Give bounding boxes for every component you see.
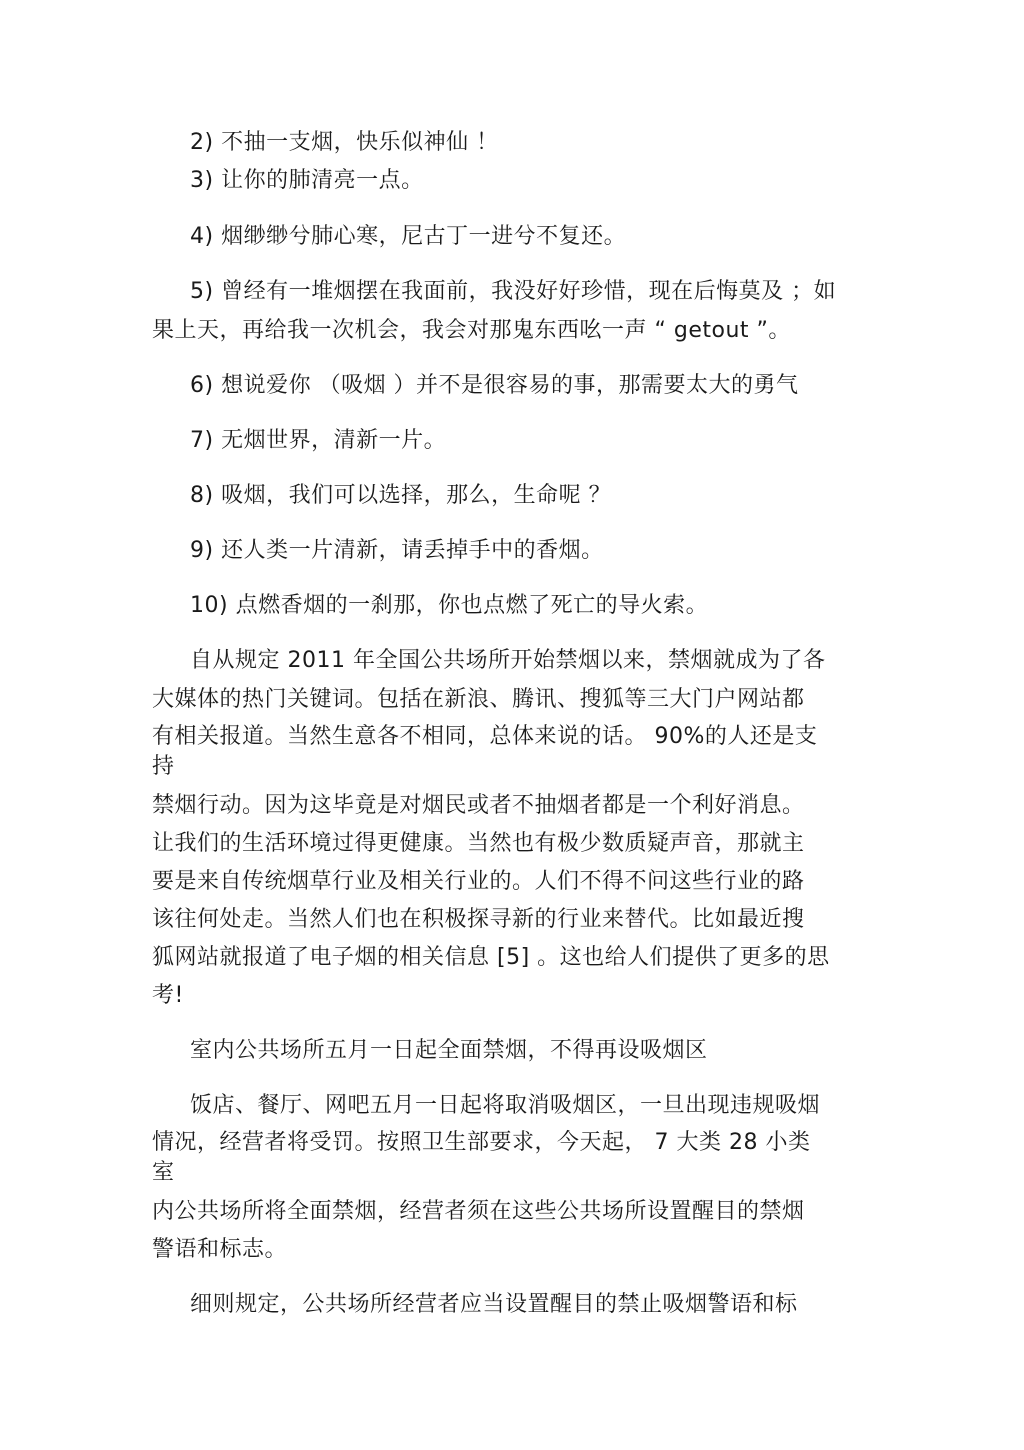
text-line: 持	[152, 754, 175, 779]
text-line: 内公共场所将全面禁烟，经营者须在这些公共场所设置醒目的禁烟	[152, 1199, 805, 1224]
text-line: 警语和标志。	[152, 1237, 288, 1262]
text-line: 自从规定 2011 年全国公共场所开始禁烟以来，禁烟就成为了各	[190, 648, 826, 673]
text-line: 考!	[152, 983, 184, 1008]
text-line: 要是来自传统烟草行业及相关行业的。人们不得不问这些行业的路	[152, 869, 805, 894]
text-line: 4) 烟缈缈兮肺心寒，尼古丁一进兮不复还。	[190, 224, 627, 249]
text-line: 10) 点燃香烟的一刹那，你也点燃了死亡的导火索。	[190, 593, 709, 618]
text-line: 细则规定，公共场所经营者应当设置醒目的禁止吸烟警语和标	[190, 1292, 798, 1317]
text-line: 该往何处走。当然人们也在积极探寻新的行业来替代。比如最近搜	[152, 907, 805, 932]
text-line: 果上天，再给我一次机会，我会对那鬼东西吆一声 “ getout ”。	[152, 318, 791, 343]
text-line: 让我们的生活环境过得更健康。当然也有极少数质疑声音，那就主	[152, 831, 805, 856]
text-line: 室	[152, 1160, 175, 1185]
text-line: 8) 吸烟，我们可以选择，那么，生命呢 ？	[190, 483, 612, 508]
text-line: 2) 不抽一支烟，快乐似神仙 ！	[190, 130, 499, 155]
text-line: 狐网站就报道了电子烟的相关信息 [5] 。这也给人们提供了更多的思	[152, 945, 830, 970]
text-line: 情况，经营者将受罚。按照卫生部要求，今天起， 7 大类 28 小类	[152, 1130, 811, 1155]
text-line: 5) 曾经有一堆烟摆在我面前，我没好好珍惜，现在后悔莫及 ；如	[190, 279, 837, 304]
text-line: 有相关报道。当然生意各不相同，总体来说的话。 90%的人还是支	[152, 724, 818, 749]
section-heading: 室内公共场所五月一日起全面禁烟，不得再设吸烟区	[190, 1038, 708, 1063]
text-line: 3) 让你的肺清亮一点。	[190, 168, 424, 193]
text-line: 7) 无烟世界，清新一片。	[190, 428, 447, 453]
text-line: 9) 还人类一片清新，请丢掉手中的香烟。	[190, 538, 604, 563]
text-line: 大媒体的热门关键词。包括在新浪、腾讯、搜狐等三大门户网站都	[152, 687, 805, 712]
text-line: 6) 想说爱你 （吸烟 ）并不是很容易的事，那需要太大的勇气	[190, 373, 799, 398]
text-line: 饭店、餐厅、网吧五月一日起将取消吸烟区，一旦出现违规吸烟	[190, 1093, 821, 1118]
text-line: 禁烟行动。因为这毕竟是对烟民或者不抽烟者都是一个利好消息。	[152, 793, 805, 818]
